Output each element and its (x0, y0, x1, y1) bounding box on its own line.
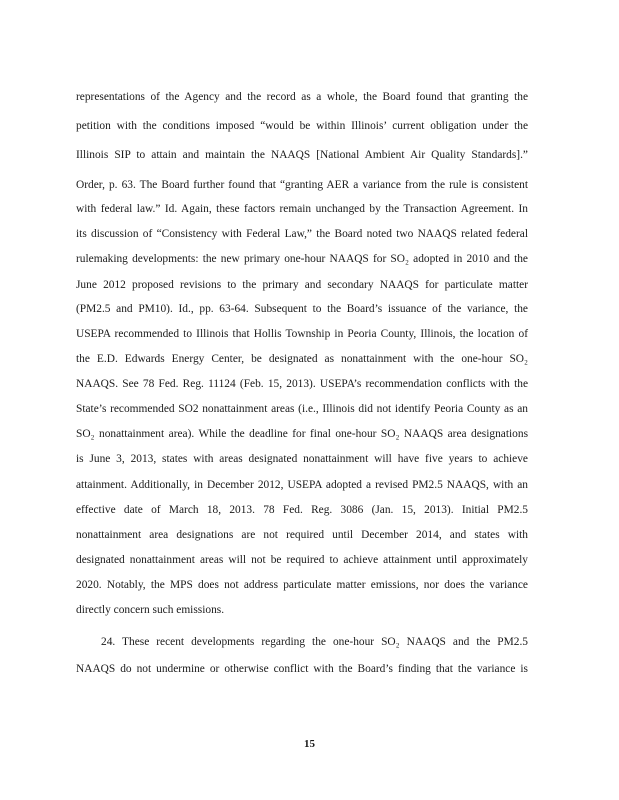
text-line: directly concern such emissions. (76, 604, 225, 616)
text-line: attainment. Additionally, in December 2012, USEPA adopted a revised PM2.5 NAAQS, with an (76, 479, 528, 491)
text-line: NAAQS do not undermine or otherwise conflict with the Board’s finding that the variance is (76, 663, 528, 675)
text-line: its discussion of “Consistency with Federal Law,” the Board noted two NAAQS related federal (76, 228, 528, 240)
text-line: Order, p. 63. The Board further found that “granting AER a variance from the rule is consistent (76, 179, 528, 191)
page-number: 15 (304, 738, 315, 750)
text-line: NAAQS. See 78 Fed. Reg. 11124 (Feb. 15, 2013). USEPA’s recommendation conflicts with the (76, 378, 528, 390)
paragraph-24-first-line: 24. These recent developments regarding the one-hour SO₂ NAAQS and the PM2.5 (101, 636, 528, 648)
text-line: (PM2.5 and PM10). Id., pp. 63-64. Subsequent to the Board’s issuance of the variance, the (76, 303, 528, 315)
text-line: USEPA recommended to Illinois that Hollis Township in Peoria County, Illinois, the location of (76, 328, 528, 340)
text-line: designated nonattainment areas will not be required to achieve attainment until approximately (76, 554, 528, 566)
text-line: State’s recommended SO2 nonattainment areas (i.e., Illinois did not identify Peoria County as an (76, 403, 528, 415)
text-line: with federal law.” Id. Again, these factors remain unchanged by the Transaction Agreement. In (76, 203, 528, 215)
text-line: rulemaking developments: the new primary one-hour NAAQS for SO₂ adopted in 2010 and the (76, 253, 528, 265)
text-line: SO₂ nonattainment area). While the deadline for final one-hour SO₂ NAAQS area designations (76, 428, 528, 440)
text-line: 2020. Notably, the MPS does not address particulate matter emissions, nor does the variance (76, 579, 528, 591)
text-line: the E.D. Edwards Energy Center, be designated as nonattainment with the one-hour SO₂ (76, 353, 528, 365)
text-line: nonattainment area designations are not required until December 2014, and states with (76, 529, 528, 541)
text-line: Illinois SIP to attain and maintain the NAAQS [National Ambient Air Quality Standards].” (76, 149, 528, 161)
text-line: petition with the conditions imposed “would be within Illinois’ current obligation under the (76, 120, 528, 132)
text-line: June 2012 proposed revisions to the primary and secondary NAAQS for particulate matter (76, 279, 528, 291)
text-line: is June 3, 2013, states with areas designated nonattainment will have five years to achieve (76, 453, 528, 465)
text-line: effective date of March 18, 2013. 78 Fed. Reg. 3086 (Jan. 15, 2013). Initial PM2.5 (76, 504, 528, 516)
text-line: representations of the Agency and the record as a whole, the Board found that granting the (76, 91, 528, 103)
